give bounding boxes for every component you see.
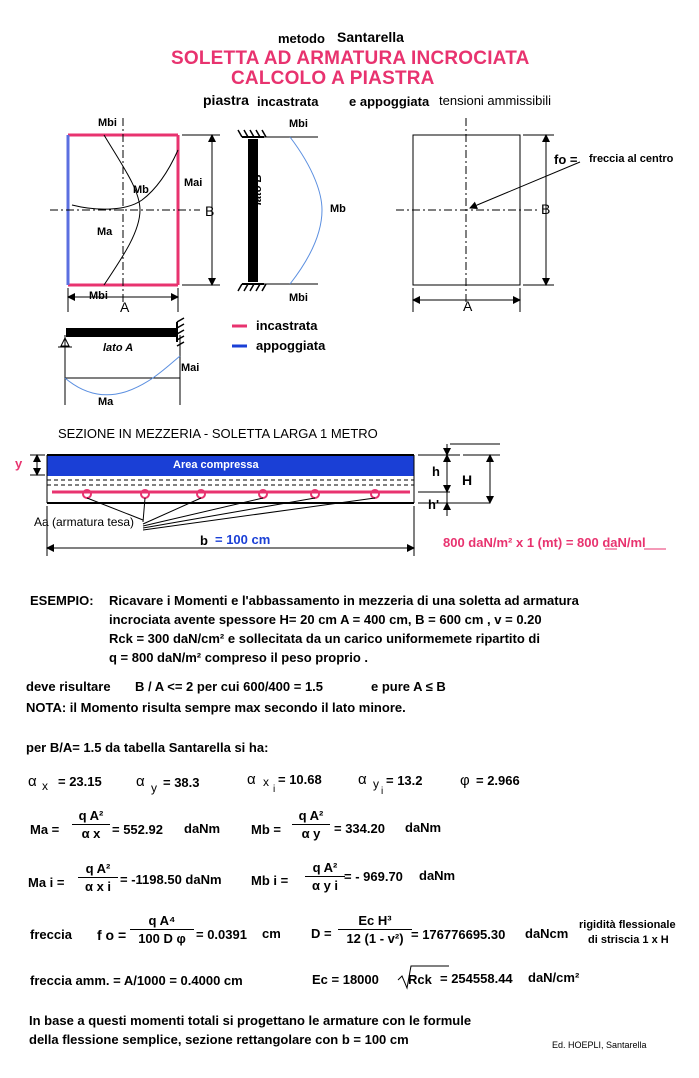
d4-lato-a: lato A — [103, 342, 134, 354]
fo-unit: cm — [262, 926, 281, 941]
alpha-x-symbol: α — [28, 773, 37, 790]
d3-fo: fo = — [554, 152, 578, 167]
rigidita-line2: di striscia 1 x H — [588, 934, 669, 946]
footer-credit: Ed. HOEPLI, Santarella — [552, 1040, 647, 1050]
d3-fo-desc: freccia al centro — [589, 153, 674, 165]
page-title: SOLETTA AD ARMATURA INCROCIATA — [171, 48, 530, 69]
section-title: SEZIONE IN MEZZERIA - SOLETTA LARGA 1 METRO — [58, 426, 378, 441]
fo-fraction — [130, 913, 194, 946]
phi-value: = 2.966 — [476, 773, 520, 788]
section-load: 800 daN/m² x 1 (mt) = 800 daN/ml — [443, 535, 646, 550]
sub-piastra: piastra — [203, 92, 249, 108]
d1-mb: Mb — [133, 184, 149, 196]
d2-mbi-top: Mbi — [289, 118, 308, 130]
example-label: ESEMPIO: — [30, 593, 94, 608]
alpha-xi-value: = 10.68 — [278, 772, 322, 787]
mb-fraction — [292, 808, 330, 841]
d-fraction — [338, 913, 412, 946]
alpha-x-sub: x — [42, 779, 48, 793]
alpha-yi-sub: y — [373, 777, 379, 791]
example-line3: Rck = 300 daN/cm² e sollecitata da un carico uniformemete ripartito di — [109, 631, 540, 646]
mbi-num: q A² — [305, 860, 345, 877]
section-aa: Aa (armatura tesa) — [34, 515, 135, 529]
fo-value: = 0.0391 — [196, 927, 247, 942]
side-b-diagram — [238, 130, 322, 291]
d1-mbi-top: Mbi — [98, 117, 117, 129]
mai-value: = -1198.50 daNm — [120, 872, 222, 887]
freccia-label: freccia — [30, 927, 72, 942]
fo-label: f o = — [97, 927, 127, 943]
legend-incastrata: incastrata — [256, 318, 318, 333]
fo-num: q A⁴ — [130, 913, 194, 930]
ma-num: q A² — [72, 808, 110, 825]
mbi-den: α y i — [311, 878, 339, 893]
d1-mbi-bot: Mbi — [89, 290, 108, 302]
section-b-label: b — [200, 533, 208, 548]
sub-appoggiata: e appoggiata — [349, 94, 430, 109]
mbi-value: = - 969.70 — [344, 869, 403, 884]
d3-a: A — [463, 298, 473, 314]
alpha-yi-i: i — [381, 786, 384, 797]
plate-moment-diagram — [50, 118, 220, 312]
d4-mai: Mai — [181, 362, 200, 374]
footer-line2: della flessione semplice, sezione rettangolare con b = 100 cm — [29, 1032, 409, 1047]
mb-value: = 334.20 — [334, 821, 385, 836]
d1-b: B — [205, 203, 215, 219]
method-label: metodo — [278, 31, 325, 46]
alpha-y-symbol: α — [136, 773, 145, 790]
ec-label: Ec = 18000 — [312, 972, 379, 987]
ec-unit: daN/cm² — [528, 970, 580, 985]
sub-tensioni: tensioni ammissibili — [439, 93, 551, 108]
d-den: 12 (1 - v²) — [346, 931, 404, 946]
ma-unit: daNm — [184, 821, 221, 836]
fo-den: 100 D φ — [138, 931, 186, 946]
check-nota: NOTA: il Momento risulta sempre max secondo il lato minore. — [26, 700, 406, 715]
check-line1c: e pure A ≤ B — [371, 679, 446, 694]
mai-num: q A² — [78, 861, 118, 878]
ma-value: = 552.92 — [112, 822, 163, 837]
d2-lato-b: lato B — [252, 174, 264, 205]
d1-ma: Ma — [97, 226, 113, 238]
footer-line1: In base a questi momenti totali si progettano le armature con le formule — [29, 1013, 472, 1028]
d-value: = 176776695.30 — [411, 927, 506, 942]
mb-label: Mb = — [251, 822, 281, 837]
d-num: Ec H³ — [338, 913, 412, 930]
mbi-label: Mb i = — [251, 873, 289, 888]
legend-appoggiata: appoggiata — [256, 338, 326, 353]
alpha-y-value: = 38.3 — [163, 775, 200, 790]
section-H: H — [462, 472, 473, 488]
sub-incastrata: incastrata — [257, 94, 319, 109]
example-line1: Ricavare i Momenti e l'abbassamento in mezzeria di una soletta ad armatura — [109, 593, 579, 608]
ma-fraction — [72, 808, 110, 841]
d2-mb: Mb — [330, 203, 346, 215]
mb-den: α y — [301, 826, 321, 841]
alpha-yi-symbol: α — [358, 771, 367, 788]
d1-mai: Mai — [184, 177, 203, 189]
section-h: h — [432, 464, 440, 479]
d-unit: daNcm — [525, 926, 569, 941]
d-label: D = — [311, 926, 332, 941]
alpha-xi-sub: x — [263, 775, 269, 789]
d3-b: B — [541, 201, 551, 217]
alpha-y-sub: y — [151, 781, 157, 795]
page-subtitle: CALCOLO A PIASTRA — [231, 68, 435, 89]
check-line1b: B / A <= 2 per cui 600/400 = 1.5 — [135, 679, 324, 694]
method-name: Santarella — [337, 29, 404, 45]
mb-num: q A² — [292, 808, 330, 825]
deflection-diagram — [396, 118, 580, 312]
section-h-prime: h' — [428, 497, 440, 512]
check-line1a: deve risultare — [26, 679, 111, 694]
alpha-xi-symbol: α — [247, 771, 256, 788]
example-line2: incrociata avente spessore H= 20 cm A = 400 cm, B = 600 cm , v = 0.20 — [109, 612, 542, 627]
example-line4: q = 800 daN/m² compreso il peso proprio . — [109, 650, 368, 665]
rigidita-line1: rigidità flessionale — [579, 919, 676, 931]
table-intro: per B/A= 1.5 da tabella Santarella si ha: — [26, 740, 269, 755]
mb-unit: daNm — [405, 820, 442, 835]
alpha-yi-value: = 13.2 — [386, 773, 423, 788]
mai-den: α x i — [84, 879, 112, 894]
side-a-diagram — [58, 318, 184, 405]
freccia-amm: freccia amm. = A/1000 = 0.4000 cm — [30, 973, 243, 988]
alpha-xi-i: i — [273, 784, 276, 795]
ec-rck: Rck — [408, 972, 432, 987]
mbi-unit: daNm — [419, 868, 456, 883]
mai-fraction — [78, 861, 118, 894]
ec-value: = 254558.44 — [440, 971, 513, 986]
d2-mbi-bot: Mbi — [289, 292, 308, 304]
section-y: y — [15, 456, 23, 471]
d4-ma: Ma — [98, 396, 114, 408]
ma-den: α x — [81, 826, 101, 841]
ma-label: Ma = — [30, 822, 60, 837]
mbi-fraction — [305, 860, 345, 893]
section-b-value: = 100 cm — [215, 532, 271, 547]
mai-label: Ma i = — [28, 875, 65, 890]
section-area: Area compressa — [173, 459, 259, 471]
d1-a: A — [120, 299, 130, 315]
alpha-x-value: = 23.15 — [58, 774, 102, 789]
phi-symbol: φ — [460, 772, 470, 789]
